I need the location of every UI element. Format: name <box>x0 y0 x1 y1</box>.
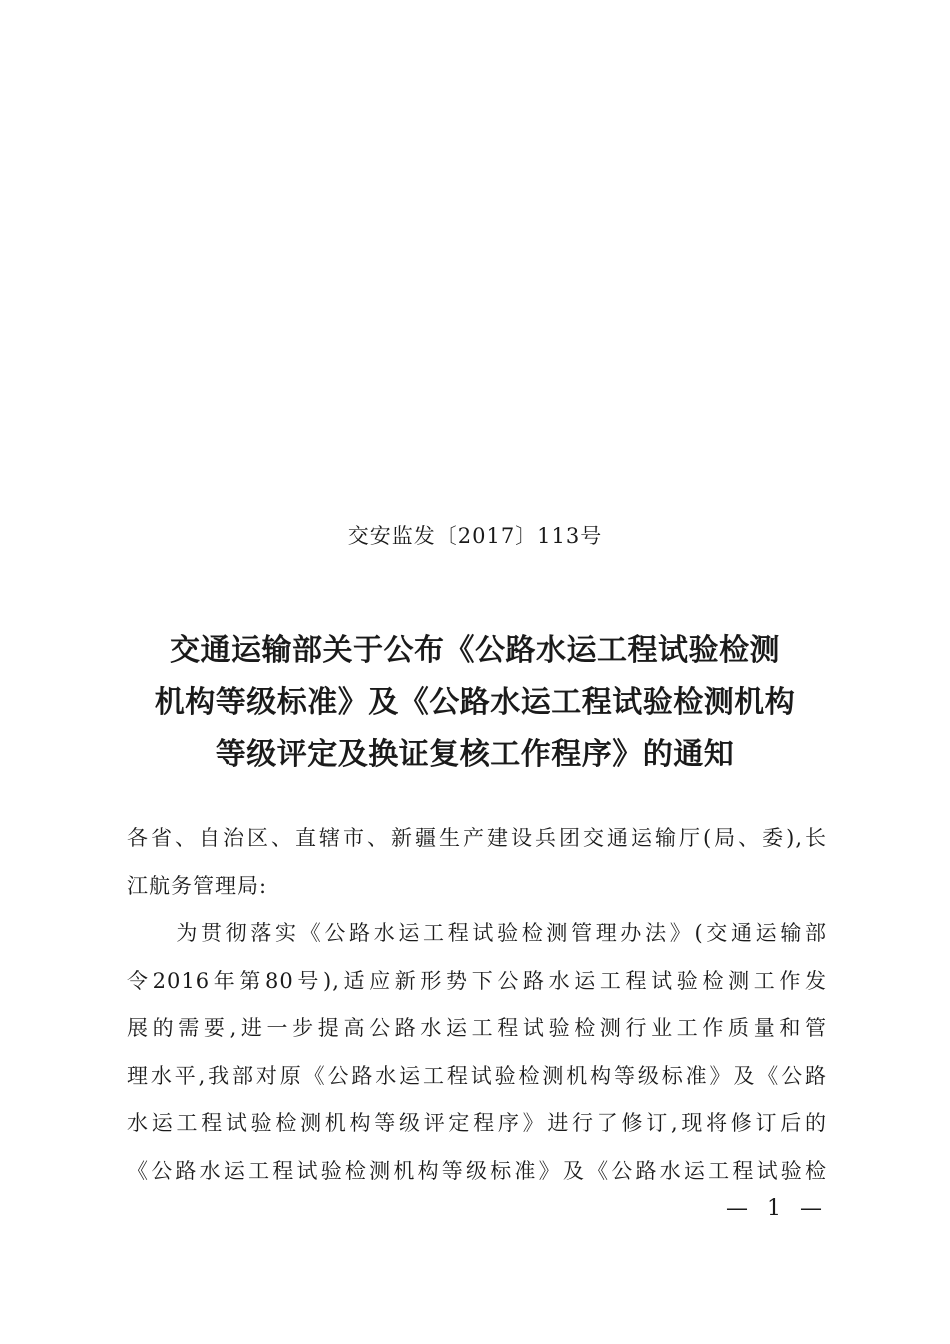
body-line: 《公路水运工程试验检测机构等级标准》及《公路水运工程试验检 <box>127 1158 827 1183</box>
document-title <box>0 625 950 781</box>
title-line: 等级评定及换证复核工作程序》的通知 <box>215 737 735 772</box>
title-line: 机构等级标准》及《公路水运工程试验检测机构 <box>154 685 796 720</box>
body-line: 展的需要,进一步提高公路水运工程试验检测行业工作质量和管 <box>127 1016 827 1040</box>
document-body <box>127 815 827 1195</box>
body-line: 理水平,我部对原《公路水运工程试验检测机构等级标准》及《公路 <box>127 1063 827 1088</box>
title-line: 交通运输部关于公布《公路水运工程试验检测 <box>170 633 780 668</box>
body-line: 江航务管理局: <box>127 873 268 898</box>
body-line: 水运工程试验检测机构等级评定程序》进行了修订,现将修订后的 <box>127 1111 827 1135</box>
body-line: 为贯彻落实《公路水运工程试验检测管理办法》(交通运输部 <box>127 921 827 945</box>
body-line: 各省、自治区、直辖市、新疆生产建设兵团交通运输厅(局、委),长 <box>127 826 827 850</box>
document-number: 交安监发〔2017〕113号 <box>347 524 603 548</box>
page-number: — 1 — <box>726 1196 828 1221</box>
body-line: 令2016年第80号),适应新形势下公路水运工程试验检测工作发 <box>127 968 827 993</box>
